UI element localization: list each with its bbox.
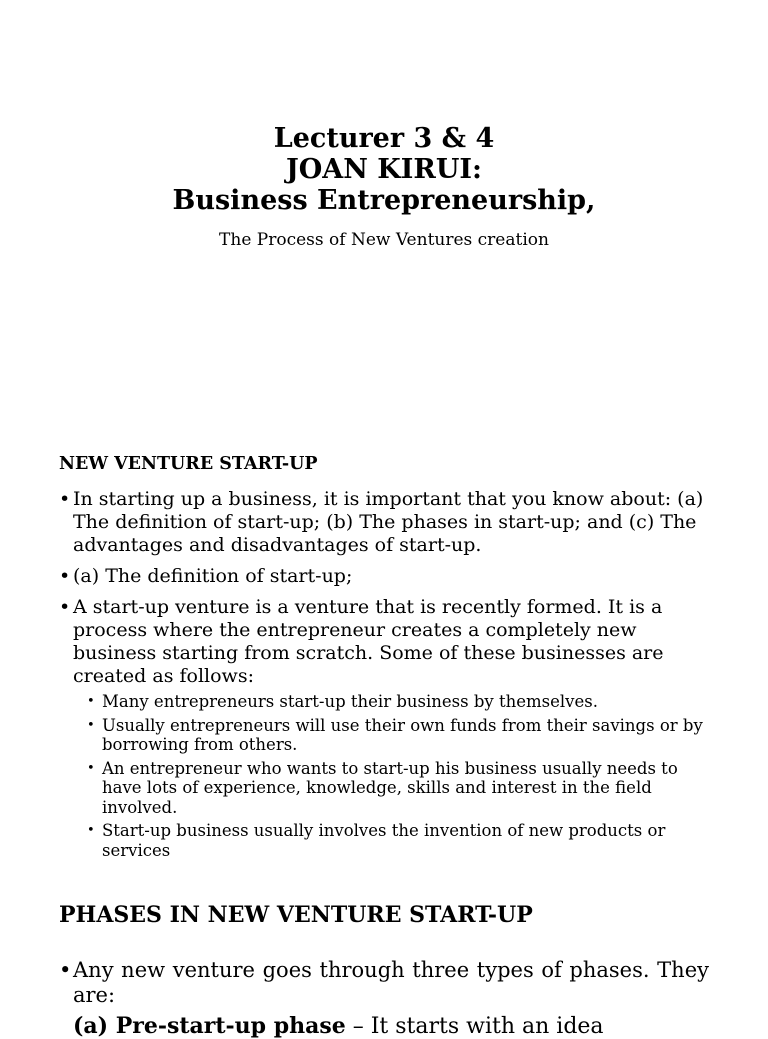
list-item <box>59 565 719 588</box>
section-phases <box>59 900 709 1016</box>
list-item-text: A start-up venture is a venture that is recently formed. It is a process where the entrepreneur creates a completely new business starting from scratch. Some of these businesses are created as follows: <box>73 596 664 687</box>
section-heading: NEW VENTURE START-UP <box>59 454 318 474</box>
sub-list-item <box>73 692 719 712</box>
phase-description: – It starts with an idea <box>345 1014 604 1039</box>
list-item <box>59 596 719 860</box>
list-item-text: Any new venture goes through three types of phases. They are: <box>73 958 709 1007</box>
bullet-icon: • <box>87 694 95 709</box>
list-item-text: In starting up a business, it is important that you know about: (a) The definition of start-up; (b) The phases in start-up; and (c) The advantages and disadvantages of start-up. <box>73 488 704 556</box>
sub-list-item-text: An entrepreneur who wants to start-up his business usually needs to have lots of experience, knowledge, skills and interest in the field involved. <box>102 758 678 817</box>
sub-list-item <box>73 759 719 818</box>
sub-list-item-text: Usually entrepreneurs will use their own funds from their savings or by borrowing from others. <box>102 715 703 754</box>
sub-list-item-text: Many entrepreneurs start-up their business by themselves. <box>102 692 598 711</box>
lecture-title: Lecturer 3 & 4 <box>273 123 495 154</box>
list-item-text: (a) The definition of start-up; <box>73 565 353 587</box>
sub-list-item <box>73 821 719 860</box>
bullet-icon: • <box>59 565 71 587</box>
section-heading: PHASES IN NEW VENTURE START-UP <box>59 902 533 928</box>
bullet-icon: • <box>87 823 95 838</box>
sub-list-item <box>73 716 719 755</box>
bullet-icon: • <box>59 596 71 618</box>
bullet-icon: • <box>59 488 71 510</box>
sub-bullet-list <box>73 692 719 860</box>
title-block <box>0 123 768 251</box>
lecturer-name: JOAN KIRUI: <box>285 154 482 185</box>
bullet-list <box>59 958 709 1008</box>
section-new-venture-start-up <box>59 453 719 868</box>
course-title: Business Entrepreneurship, <box>172 185 596 216</box>
bullet-icon: • <box>59 958 72 982</box>
bullet-icon: • <box>87 760 95 776</box>
sub-list-item-text: Start-up business usually involves the invention of new products or services <box>102 821 666 860</box>
phase-label: (a) Pre-start-up phase <box>73 1013 346 1039</box>
bullet-icon: • <box>87 717 95 733</box>
list-item <box>59 488 719 557</box>
cut-off-phase-line <box>73 1014 604 1039</box>
list-item <box>59 958 709 1008</box>
bullet-list <box>59 488 719 860</box>
subtitle: The Process of New Ventures creation <box>219 230 549 250</box>
